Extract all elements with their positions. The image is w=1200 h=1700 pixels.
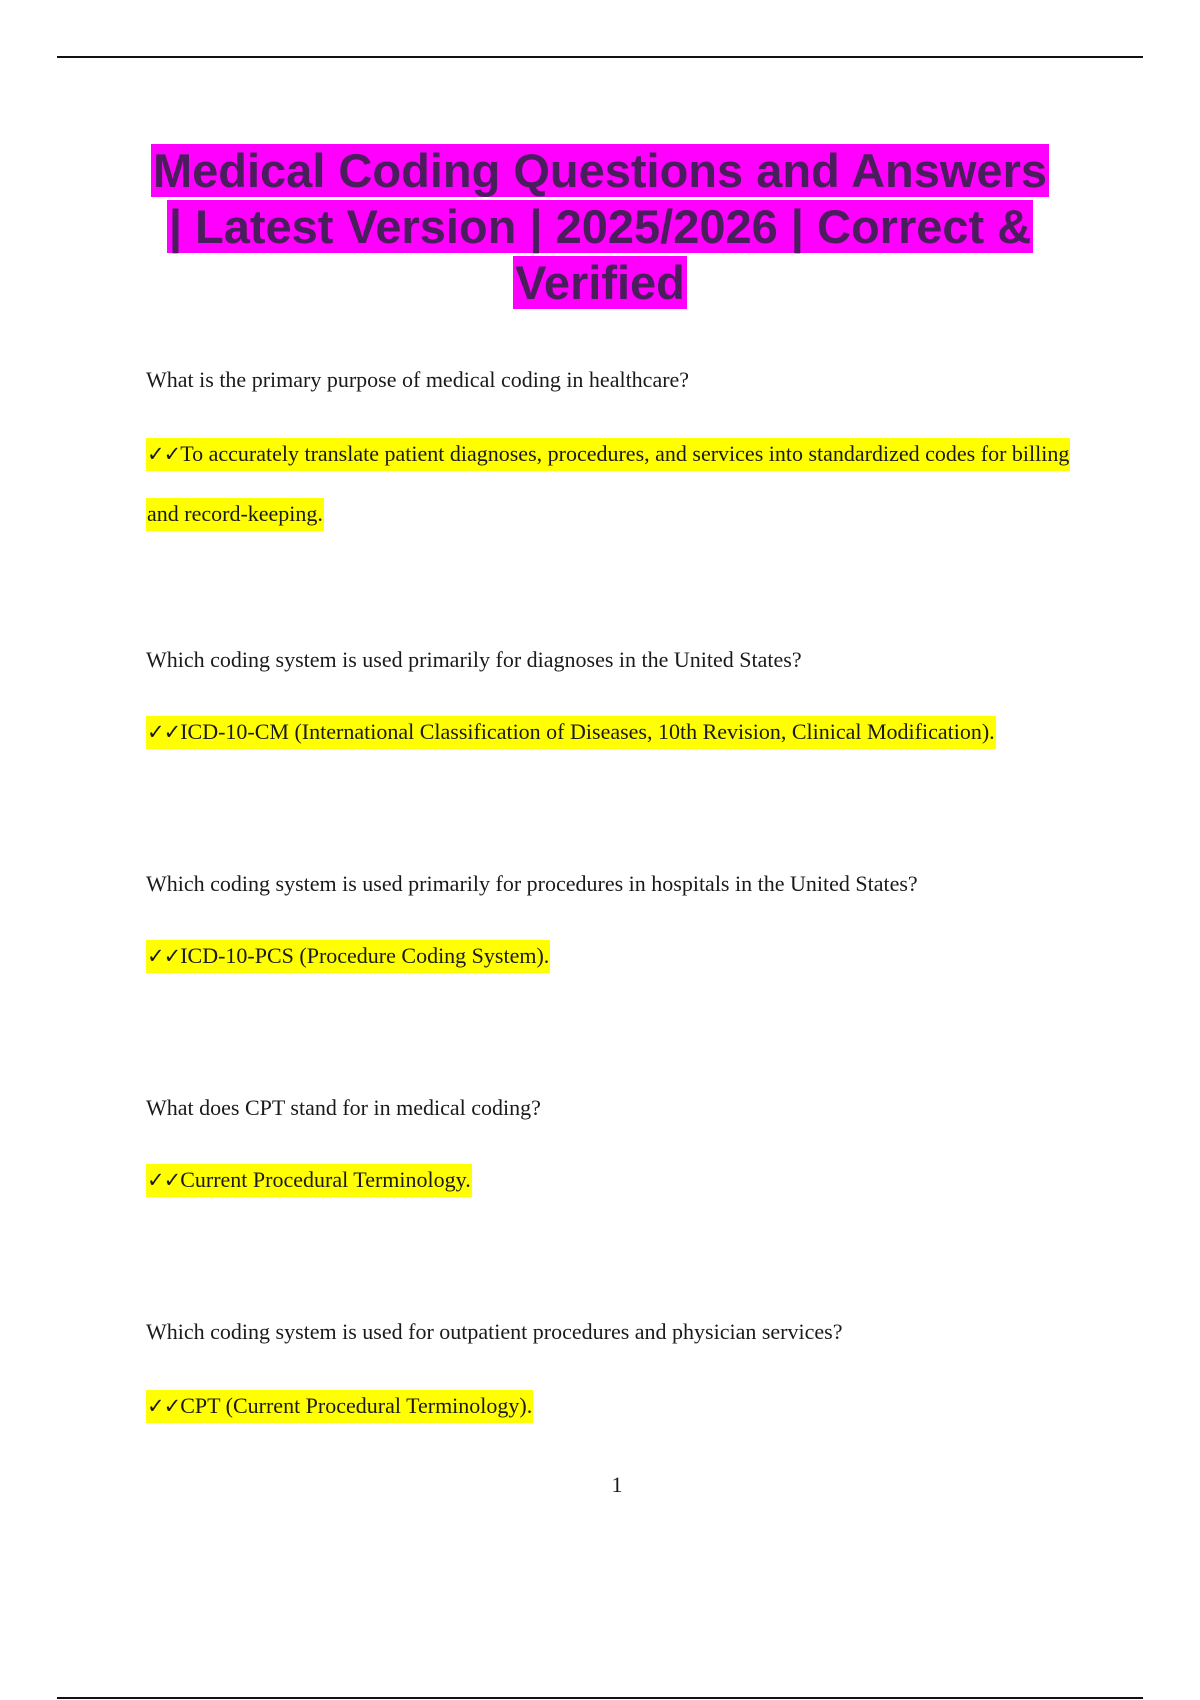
answer-2-text: ICD-10-CM (International Classification of Diseases, 10th Revision, Clinical Modification). (180, 719, 995, 744)
answer-4-text: Current Procedural Terminology. (180, 1167, 471, 1192)
question-5: Which coding system is used for outpatient procedures and physician services? (146, 1319, 843, 1344)
qa-item-2 (146, 646, 1106, 762)
answer-4 (146, 1150, 1106, 1210)
check-icon: ✓✓ (147, 442, 181, 466)
answer-1-text: To accurately translate patient diagnoses, procedures, and services into standardized codes for billing and record-keeping. (147, 441, 1070, 526)
answer-5 (146, 1376, 1106, 1436)
answer-2 (146, 702, 1106, 762)
question-1: What is the primary purpose of medical coding in healthcare? (146, 367, 690, 392)
answer-3-text: ICD-10-PCS (Procedure Coding System). (180, 943, 550, 968)
check-icon: ✓✓ (147, 720, 181, 744)
document-title (140, 143, 1060, 311)
title-text: Medical Coding Questions and Answers | Latest Version | 2025/2026 | Correct & Verified (152, 144, 1047, 309)
bottom-rule (57, 1697, 1143, 1699)
question-4: What does CPT stand for in medical coding? (146, 1095, 541, 1120)
qa-item-1 (146, 366, 1106, 544)
check-icon: ✓✓ (147, 1168, 181, 1192)
check-icon: ✓✓ (147, 944, 181, 968)
answer-5-text: CPT (Current Procedural Terminology). (180, 1393, 533, 1418)
answer-3 (146, 926, 1106, 986)
qa-item-5 (146, 1318, 1106, 1436)
question-3: Which coding system is used primarily for procedures in hospitals in the United States? (146, 871, 918, 896)
question-2: Which coding system is used primarily for diagnoses in the United States? (146, 647, 802, 672)
top-rule (57, 56, 1143, 58)
page-number: 1 (611, 1472, 623, 1497)
qa-item-4 (146, 1094, 1106, 1210)
check-icon: ✓✓ (147, 1394, 181, 1418)
qa-item-3 (146, 870, 1106, 986)
answer-1 (146, 424, 1106, 544)
